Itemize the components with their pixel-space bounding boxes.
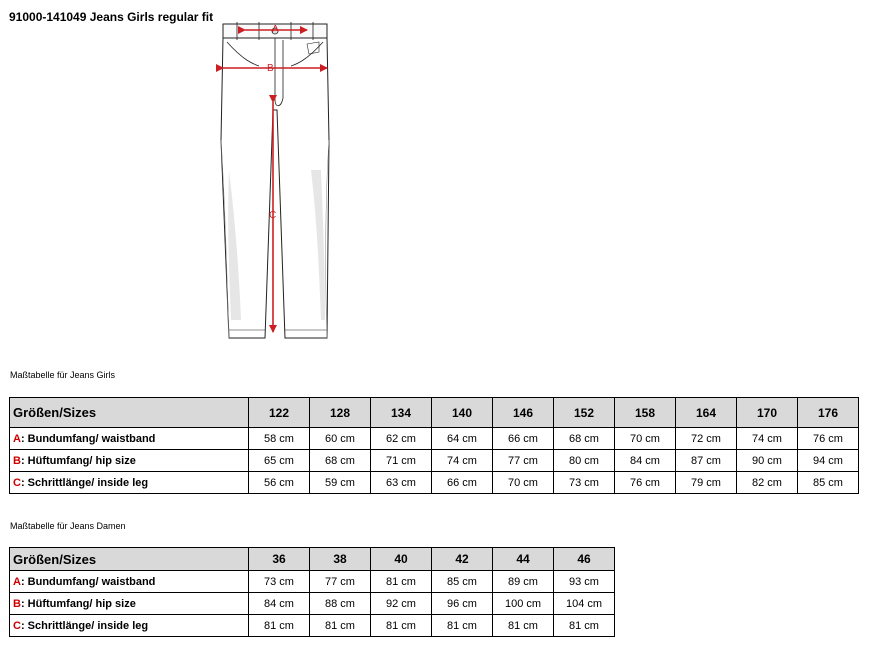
value-cell: 96 cm <box>432 593 493 615</box>
value-cell: 72 cm <box>676 428 737 450</box>
table-row <box>10 571 615 593</box>
value-cell: 73 cm <box>554 472 615 494</box>
size-cell: 164 <box>676 398 737 428</box>
size-cell: 140 <box>432 398 493 428</box>
value-cell: 71 cm <box>371 450 432 472</box>
value-cell: 87 cm <box>676 450 737 472</box>
value-cell: 89 cm <box>493 571 554 593</box>
value-cell: 88 cm <box>310 593 371 615</box>
size-cell: 42 <box>432 548 493 571</box>
value-cell: 92 cm <box>371 593 432 615</box>
value-cell: 74 cm <box>432 450 493 472</box>
value-cell: 81 cm <box>371 571 432 593</box>
value-cell: 68 cm <box>554 428 615 450</box>
value-cell: 81 cm <box>249 615 310 637</box>
row-letter: B <box>13 597 21 610</box>
size-cell: 146 <box>493 398 554 428</box>
page-title: 91000-141049 Jeans Girls regular fit <box>9 10 214 24</box>
row-label-text: : Schrittlänge/ inside leg <box>20 619 149 632</box>
value-cell: 76 cm <box>615 472 676 494</box>
value-cell: 100 cm <box>493 593 554 615</box>
value-cell: 62 cm <box>371 428 432 450</box>
size-cell: 122 <box>249 398 310 428</box>
row-label-text: : Hüftumfang/ hip size <box>20 597 136 610</box>
row-label-text: : Schrittlänge/ inside leg <box>20 476 149 489</box>
row-letter: C <box>13 476 21 489</box>
value-cell: 82 cm <box>737 472 798 494</box>
size-cell: 128 <box>310 398 371 428</box>
value-cell: 84 cm <box>615 450 676 472</box>
value-cell: 76 cm <box>798 428 859 450</box>
value-cell: 70 cm <box>615 428 676 450</box>
label-b: B <box>267 63 274 74</box>
value-cell: 66 cm <box>432 472 493 494</box>
label-c: C <box>269 210 277 221</box>
table-row <box>10 450 859 472</box>
value-cell: 77 cm <box>493 450 554 472</box>
row-label-text: : Bundumfang/ waistband <box>20 575 156 588</box>
value-cell: 80 cm <box>554 450 615 472</box>
value-cell: 104 cm <box>554 593 615 615</box>
value-cell: 58 cm <box>249 428 310 450</box>
value-cell: 81 cm <box>310 615 371 637</box>
table-row <box>10 428 859 450</box>
size-table-girls <box>9 397 859 494</box>
girls-table-caption: Maßtabelle für Jeans Girls <box>10 370 116 380</box>
table-row <box>10 593 615 615</box>
value-cell: 56 cm <box>249 472 310 494</box>
value-cell: 74 cm <box>737 428 798 450</box>
value-cell: 63 cm <box>371 472 432 494</box>
size-table-damen <box>9 547 615 637</box>
table-header-row <box>10 548 615 571</box>
jeans-diagram <box>215 20 335 342</box>
value-cell: 77 cm <box>310 571 371 593</box>
value-cell: 94 cm <box>798 450 859 472</box>
row-label <box>10 571 249 593</box>
row-label <box>10 428 249 450</box>
row-letter: B <box>13 454 21 467</box>
value-cell: 85 cm <box>798 472 859 494</box>
value-cell: 81 cm <box>493 615 554 637</box>
value-cell: 66 cm <box>493 428 554 450</box>
value-cell: 64 cm <box>432 428 493 450</box>
value-cell: 59 cm <box>310 472 371 494</box>
size-cell: 170 <box>737 398 798 428</box>
row-label-text: : Bundumfang/ waistband <box>20 432 156 445</box>
row-label <box>10 472 249 494</box>
size-cell: 152 <box>554 398 615 428</box>
value-cell: 60 cm <box>310 428 371 450</box>
header-label: Größen/Sizes <box>10 398 249 428</box>
label-a: A <box>272 24 279 35</box>
size-cell: 134 <box>371 398 432 428</box>
value-cell: 85 cm <box>432 571 493 593</box>
row-label <box>10 450 249 472</box>
size-cell: 176 <box>798 398 859 428</box>
value-cell: 90 cm <box>737 450 798 472</box>
row-label-text: : Hüftumfang/ hip size <box>20 454 136 467</box>
row-letter: A <box>13 575 21 588</box>
value-cell: 73 cm <box>249 571 310 593</box>
size-cell: 158 <box>615 398 676 428</box>
table-row <box>10 615 615 637</box>
value-cell: 68 cm <box>310 450 371 472</box>
size-cell: 38 <box>310 548 371 571</box>
value-cell: 93 cm <box>554 571 615 593</box>
size-cell: 46 <box>554 548 615 571</box>
table-row <box>10 472 859 494</box>
row-label <box>10 593 249 615</box>
value-cell: 65 cm <box>249 450 310 472</box>
size-cell: 40 <box>371 548 432 571</box>
value-cell: 81 cm <box>371 615 432 637</box>
row-letter: A <box>13 432 21 445</box>
value-cell: 79 cm <box>676 472 737 494</box>
header-label: Größen/Sizes <box>10 548 249 571</box>
damen-table-caption: Maßtabelle für Jeans Damen <box>10 521 126 531</box>
value-cell: 84 cm <box>249 593 310 615</box>
row-letter: C <box>13 619 21 632</box>
table-header-row <box>10 398 859 428</box>
value-cell: 81 cm <box>554 615 615 637</box>
row-label <box>10 615 249 637</box>
size-cell: 36 <box>249 548 310 571</box>
size-cell: 44 <box>493 548 554 571</box>
value-cell: 81 cm <box>432 615 493 637</box>
value-cell: 70 cm <box>493 472 554 494</box>
